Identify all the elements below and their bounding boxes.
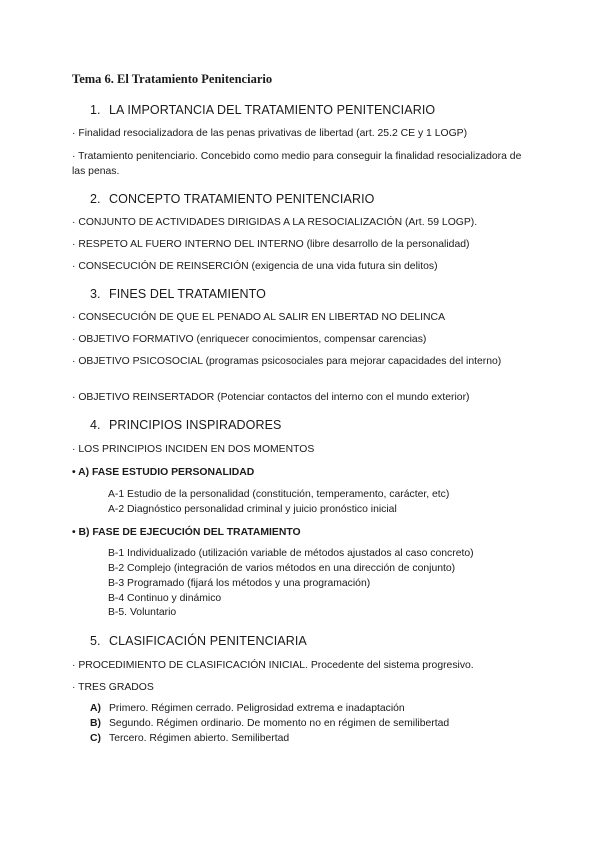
section-heading-3	[90, 287, 266, 301]
section-heading-1	[90, 103, 435, 117]
section-heading-4	[90, 418, 281, 432]
grade-text: Tercero. Régimen abierto. Semilibertad	[109, 733, 290, 744]
section-number: 1.	[90, 103, 101, 117]
grade-item	[90, 702, 405, 717]
list-item: B-5. Voluntario	[108, 607, 177, 618]
list-item: B-1 Individualizado (utilización variable de métodos ajustados al caso concreto)	[108, 548, 474, 559]
phase-a-heading: • A) FASE ESTUDIO PERSONALIDAD	[72, 467, 255, 478]
section-title: CLASIFICACIÓN PENITENCIARIA	[109, 634, 307, 648]
section-title: PRINCIPIOS INSPIRADORES	[109, 418, 282, 432]
list-item: B-4 Continuo y dinámico	[108, 593, 222, 604]
grade-label: C)	[90, 733, 101, 744]
document-title: Tema 6. El Tratamiento Penitenciario	[72, 72, 273, 86]
paragraph: · TRES GRADOS	[72, 682, 154, 693]
paragraph: · CONJUNTO DE ACTIVIDADES DIRIGIDAS A LA RESOCIALIZACIÓN (Art. 59 LOGP).	[72, 217, 478, 228]
section-heading-5	[90, 634, 307, 648]
list-item: A-2 Diagnóstico personalidad criminal y juicio pronóstico inicial	[108, 504, 397, 515]
section-number: 4.	[90, 418, 101, 432]
section-title: FINES DEL TRATAMIENTO	[109, 287, 266, 301]
list-item: A-1 Estudio de la personalidad (constitución, temperamento, carácter, etc)	[108, 489, 450, 500]
section-title: LA IMPORTANCIA DEL TRATAMIENTO PENITENCIARIO	[109, 103, 436, 117]
list-item: B-2 Complejo (integración de varios métodos en una dirección de conjunto)	[108, 563, 456, 574]
section-number: 2.	[90, 192, 101, 206]
section-number: 3.	[90, 287, 101, 301]
grade-label: B)	[90, 718, 101, 729]
paragraph: · OBJETIVO PSICOSOCIAL (programas psicosociales para mejorar capacidades del interno)	[72, 356, 502, 367]
paragraph: · PROCEDIMIENTO DE CLASIFICACIÓN INICIAL. Procedente del sistema progresivo.	[72, 660, 474, 671]
paragraph: · CONSECUCIÓN DE REINSERCIÓN (exigencia de una vida futura sin delitos)	[72, 261, 438, 272]
paragraph: · OBJETIVO FORMATIVO (enriquecer conocimientos, compensar carencias)	[72, 334, 427, 345]
phase-b-heading: • B) FASE DE EJECUCIÓN DEL TRATAMIENTO	[72, 527, 301, 538]
grade-text: Primero. Régimen cerrado. Peligrosidad extrema e inadaptación	[109, 703, 405, 714]
grade-label: A)	[90, 703, 101, 714]
paragraph: · CONSECUCIÓN DE QUE EL PENADO AL SALIR EN LIBERTAD NO DELINCA	[72, 312, 445, 323]
paragraph: · Finalidad resocializadora de las penas privativas de libertad (art. 25.2 CE y 1 LOGP)	[72, 128, 468, 139]
section-title: CONCEPTO TRATAMIENTO PENITENCIARIO	[109, 192, 375, 206]
paragraph: · OBJETIVO REINSERTADOR (Potenciar contactos del interno con el mundo exterior)	[72, 392, 470, 403]
section-number: 5.	[90, 634, 101, 648]
paragraph: · RESPETO AL FUERO INTERNO DEL INTERNO (libre desarrollo de la personalidad)	[72, 239, 470, 250]
list-item: B-3 Programado (fijará los métodos y una programación)	[108, 578, 371, 589]
grade-item	[90, 732, 289, 747]
paragraph: · LOS PRINCIPIOS INCIDEN EN DOS MOMENTOS	[72, 444, 315, 455]
grade-text: Segundo. Régimen ordinario. De momento no en régimen de semilibertad	[109, 718, 450, 729]
section-heading-2	[90, 192, 374, 206]
paragraph: · Tratamiento penitenciario. Concebido como medio para conseguir la finalidad resocializadora de las penas.	[72, 151, 522, 177]
grade-item	[90, 717, 449, 732]
